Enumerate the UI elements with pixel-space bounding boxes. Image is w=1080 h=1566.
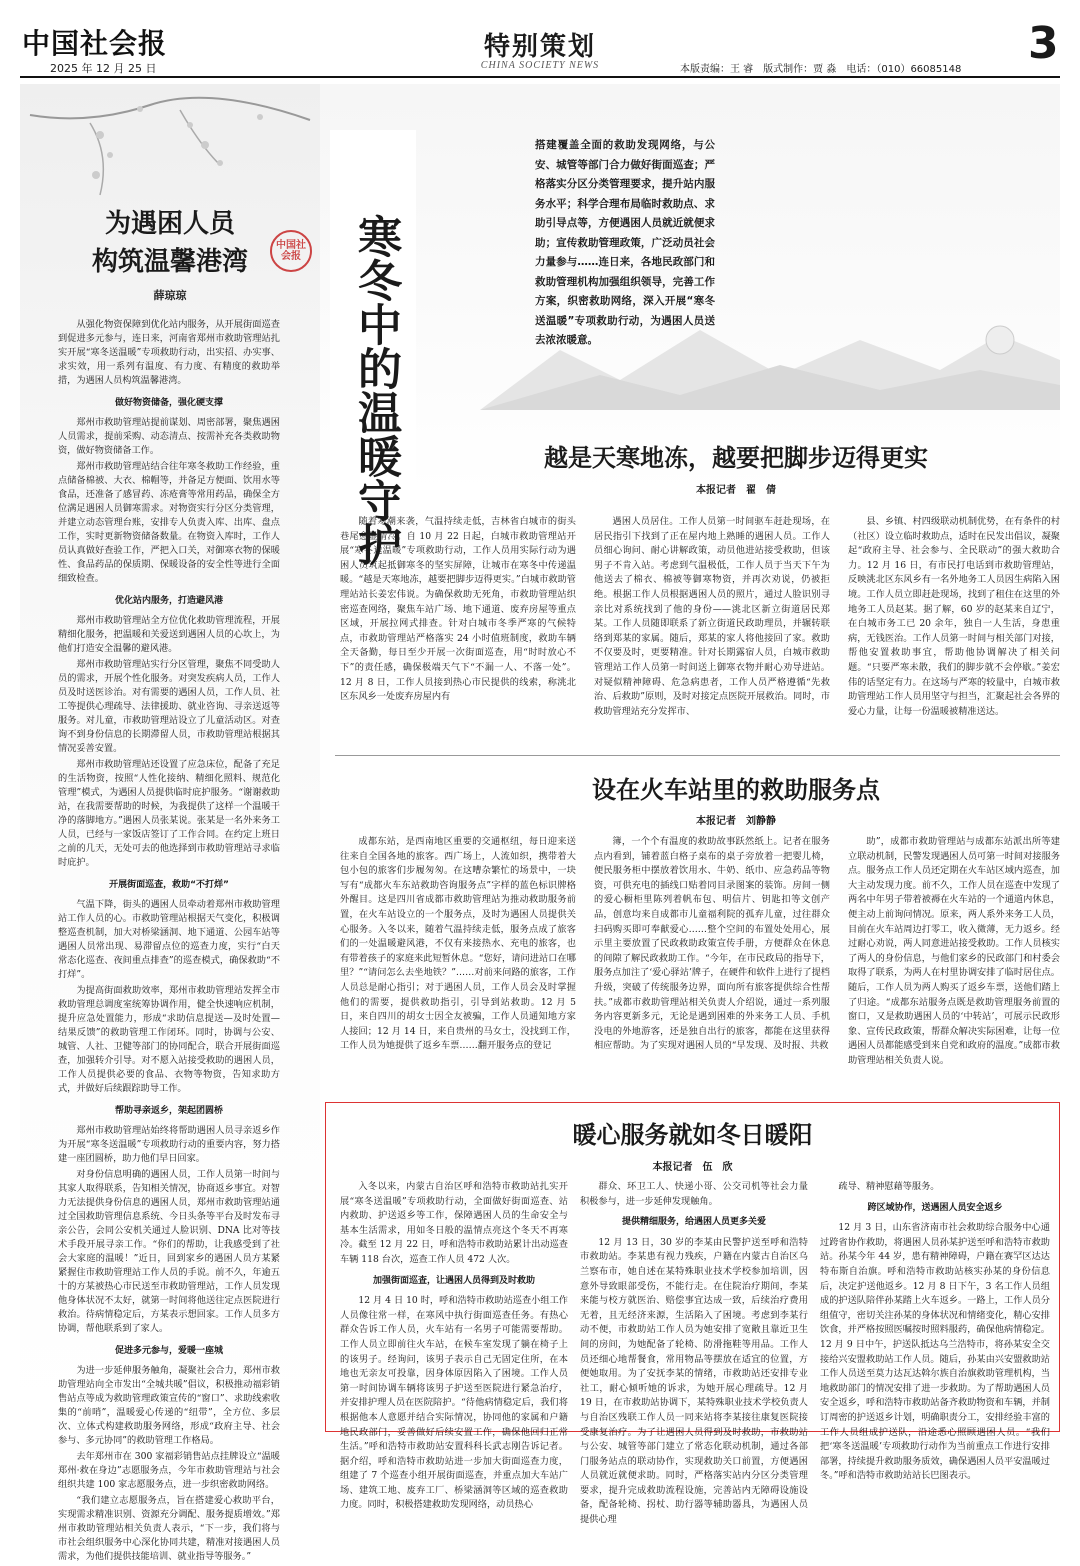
- divider: [335, 755, 1060, 756]
- paragraph: 疏导、精神慰藉等服务。: [838, 1181, 940, 1192]
- article2-byline: 本报记者 刘静静: [696, 816, 776, 827]
- issue-date: 2025 年 12 月 25 日: [50, 62, 157, 75]
- paragraph: 县、乡镇、村四级联动机制优势，在有条件的村（社区）设立临时救助点，适时在民发出倡议，凝聚起“政府主导、社会参与、全民联动”的强大救助合力。12 月 16 日，有市民打电话到市救助管理站，反映洮北区东风乡有一名外地务工人员因生病陷入困境。工作人员立即赶赴现场，找到了租住在这里的外地务工人员赵某。据了解，60 岁的赵某来自辽宁，在白城市务工已 20 余年，独自一人生活，身患重病，无钱医治。工作人员第一时间与相关部门对接，帮他安置救助事宜，帮助他协调解决了相关问题。“只要严寒未散，我们的脚步就不会停歇。”姜宏伟的话坚定有力。在这场与严寒的较量中，白城市救助管理站工作人员用坚守与担当，汇聚起社会各界的爱心力量，让每一份温暖被精准送达。: [848, 516, 1060, 717]
- section-title: 特别策划: [483, 32, 596, 62]
- article2-column-1: [340, 835, 576, 1090]
- feature-title: 寒冬中的温暖守护: [350, 214, 401, 566]
- article3-column-1: [340, 1180, 568, 1511]
- feature-lead: 搭建覆盖全面的救助发现网络，与公安、城管等部门合力做好街面巡查；严格落实分区分类管理要求，提升站内服务水平；科学合理布局临时救助点、求助引导点等，方便遇困人员就近就便求助；宣传救助管理政策，广泛动员社会力量参与……连日来，各地民政部门和救助管理机构加强组织领导，完善工作方案，织密救助网络，深入开展“寒冬送温暖”专项救助行动，为遇困人员送去浓浓暖意。: [535, 139, 715, 346]
- paragraph: 随着寒潮来袭，气温持续走低，吉林省白城市的街头巷尾愈显清冷。自 10 月 22 日起，白城市救助管理站开展“寒冬送温暖”专项救助行动，工作人员用实际行动为遇困人员筑起抵御寒冬的坚实屏障，让城市在寒冬中传递温暖。“越是天寒地冻，越要把脚步迈得更实。”白城市救助管理站站长姜宏伟说。为确保救助无死角，市救助管理站织密巡查网络，聚焦车站广场、地下通道、废弃房屋等重点区域，开展拉网式排查。针对白城市冬季严寒的气候特点，市救助管理站严格落实 24 小时值班制度，救助车辆全天备勤，每日至少开展一次街面巡查，用“时时放心不下”的责任感，确保极端天气下“不漏一人、不落一处”。12 月 8 日，工作人员接到热心市民提供的线索，称洮北区东风乡一处废弃房屋内有: [340, 516, 576, 703]
- paragraph: 为进一步延伸服务触角，凝聚社会合力，郑州市救助管理站向全市发出“全城共暖”倡议，积极推动福彩销售站点等成为救助管理政策宣传的“窗口”、求助线索收集的“前哨”，温暖爱心传递的“纽带”，全方位、多层次、立体式构建救助服务网络，形成“政府主导、社会参与、多元协同”的救助管理工作格局。: [58, 1365, 280, 1446]
- paragraph: 郑州市救助管理站提前谋划、周密部署，聚焦遇困人员需求，提前采购、动态清点、按需补充各类救助物资，做好物资储备工作。: [58, 417, 280, 456]
- article1-column-2: [594, 515, 830, 747]
- left-article-author: 薛琼琼: [153, 289, 187, 302]
- subheading: 优化站内服务，打造避风港: [114, 596, 223, 606]
- article3-column-2: [580, 1180, 808, 1526]
- article3-title: 暖心服务就如冬日暖阳: [572, 1120, 813, 1149]
- red-seal-icon: 中国社会报: [270, 230, 312, 272]
- paragraph: 对身份信息明确的遇困人员，工作人员第一时间与其家人取得联系，告知相关情况，协商返乡事宜。对智力无法提供身份信息的遇困人员，郑州市救助管理站通过全国救助管理信息系统、今日头条等平台及时发布寻亲公告，会同公安机关通过人脸识别、DNA 比对等技术手段开展寻亲工作。“你们的帮助，让我感受到了社会大家庭的温暖！”近日，回到家乡的遇困人员方某紧紧握住市救助管理站工作人员的手说。前不久，年逾五十的方某被热心市民送至市救助管理站，工作人员发现他身体状况不太好，就第一时间将他送往定点医院进行救治。待病情稳定后，方某表示想回家。工作人员多方协调，帮他联系到了家人。: [58, 1169, 280, 1334]
- paragraph: 郑州市救助管理站结合往年寒冬救助工作经验，重点储备棉被、大衣、棉帽等，并备足方便面、饮用水等食品，还准备了感冒药、冻疮膏等常用药品，确保全方位满足遇困人员御寒需求。对物资实行分区分类管理，并建立动态管理台账，安排专人负责入库、出库、盘点工作，实时更新物资储备数量。在物资入库时，工作人员认真做好查验工作，严把入口关，对御寒衣物的保暖性、食品药品的保质期、保暖设备的安全性等进行全面细致检查。: [58, 461, 280, 584]
- paragraph: 群众、环卫工人、快递小哥、公交司机等社会力量积极参与，进一步延伸发现触角。: [580, 1181, 808, 1207]
- paragraph: 成都东站，是西南地区重要的交通枢纽，每日迎来送往来自全国各地的旅客。西广场上，人流如织，携带着大包小包的旅客们步履匆匆。在这嘈杂繁忙的场景中，一块写有“成都火车东站救助咨询服务点”字样的蓝色标识牌格外醒目。这是四川省成都市救助管理站为推动救助服务前置，在火车站设立的一个服务点，及时为遇困人员提供关心服务。入冬以来，随着气温持续走低，服务点成了旅客们的一处温暖避风港，不仅有来接热水、充电的旅客，也有带着孩子的家庭来此短暂休息。“您好，请问进站口在哪里？”“请问怎么去坐地铁？”……对前来问路的旅客，工作人员总是耐心指引；对于遇困人员，工作人员会及时掌握他们的需要，提供救助指引，引导到站救助。12 月 5 日，来自四川的胡女士因全友被骗，工作人员通知地方家人接回；12 月 14 日，来自贵州的马女士，没找到工作，工作人员为她提供了返乡车票……翻开服务点的登记: [340, 836, 576, 1052]
- left-article-title-line2: 构筑温馨港湾: [91, 247, 248, 277]
- article3-column-3: [820, 1180, 1050, 1482]
- left-article-title-line1: 为遇困人员: [104, 209, 235, 239]
- paragraph: 为提高街面救助效率，郑州市救助管理站发挥全市救助管理总调度室统筹协调作用，健全快速响应机制，提升应急处置能力，形成“求助信息提送—及时处置—结果反馈”的救助管理工作闭环。同时，协调与公安、城管、人社、卫健等部门的协同配合，联合开展街面巡查，加强转介引导。对不愿入站接受救助的遇困人员，工作人员提供必要的食品、衣物等物资，告知求助方式，并做好后续跟踪助导工作。: [58, 985, 280, 1094]
- article2-column-3: [848, 835, 1060, 1090]
- subheading: 加强街面巡查，让遇困人员得到及时救助: [372, 1275, 535, 1286]
- page-credits: 本版责编：王 睿 版式制作：贾 淼 电话：（010）66085148: [680, 64, 962, 75]
- paragraph: 气温下降，街头的遇困人员牵动着郑州市救助管理站工作人员的心。市救助管理站根据天气变化，积极调整巡查机制，加大对桥梁涵洞、地下通道、公园车站等遇困人员常出现、易滞留点位的巡查力度，实行“白天常态化巡查、夜间重点排查”的巡查模式，确保救助“不打烊”。: [58, 899, 280, 980]
- article1-title: 越是天寒地冻，越要把脚步迈得更实: [544, 443, 928, 472]
- paragraph: 助”，成都市救助管理站与成都东站派出所等建立联动机制，民警发现遇困人员可第一时间对接服务点。服务点工作人员还定期在火车站区域内巡查，加大主动发现力度。前不久，工作人员在巡查中发现了两名中年男子带着被褥在火车站的一个通道内休息，便主动上前询问情况。原来，两人系外来务工人员，目前在火车站周边打零工，收入微薄，无力返乡。经过耐心劝说，两人同意进站接受救助。工作人员核实了两人的身份信息，与他们家乡的民政部门和村委会取得了联系，为两人在村里协调安排了临时居住点。随后，工作人员为两人购买了返乡车票，送他们踏上了归途。“成都东站服务点既是救助管理服务前置的窗口，又是救助遇困人员的‘中转站’，可展示民政形象、宣传民政政策，帮群众解决实际困难，让每一位遇困人员都能感受到来自党和政府的温度。”成都市救助管理站相关负责人说。: [848, 836, 1060, 1066]
- paragraph: 去年郑州市在 300 家福彩销售站点挂牌设立“温暖郑州·救在身边”志愿服务点，今年市救助管理站与社会组织共建 100 家志愿服务点，进一步织密救助网络。: [58, 1451, 280, 1490]
- paragraph: 郑州市救助管理站全方位优化救助管理流程，开展精细化服务，把温暖和关爱送到遇困人员的心坎上，为他们打造安全温馨的避风港。: [58, 615, 280, 654]
- subheading: 开展街面巡查，救助“不打烊”: [109, 880, 229, 890]
- plum-branch-illustration: [30, 95, 310, 205]
- page-number: 3: [1028, 18, 1059, 69]
- subheading: 提供精细服务，给遇困人员更多关爱: [621, 1217, 766, 1228]
- paragraph: 12 月 4 日 10 时，呼和浩特市救助站巡查小组工作人员像往常一样，在寒风中执行街面巡查任务。有热心群众告诉工作人员，火车站有一名男子可能需要帮助。工作人员立即前往火车站，在候车室发现了躺在椅子上的该男子。经询问，该男子表示自己无固定住所，在本地也无亲友可投靠，因身体原因陷入了困境。工作人员第一时间协调车辆将该男子护送至医院进行紧急治疗，并安排护理人员在医院陪护。“待他病情稳定后，我们将根据他本人意愿并结合实际情况，协同他的家属和户籍地民政部门，妥善做好后续安置工作，确保他回归正常生活。”呼和浩特市救助站安置科科长武志刚告诉记者。据介绍，呼和浩特市救助站进一步加大街面巡查力度，组建了 7 个巡查小组开展街面巡查，并重点加大车站广场、建筑工地、废弃工厂、桥梁涵洞等区域的巡查救助力度。同时，积极搭建救助发现网络，动员热心: [340, 1295, 568, 1511]
- paragraph: 12 月 13 日，30 岁的李某由民警护送至呼和浩特市救助站。李某患有视力残疾，户籍在内蒙古自治区乌兰察布市，她自述在某特殊职业技术学校参加培训，因意外导致眼部受伤，不能行走。在住院治疗期间，李某来能与校方就医治、赔偿事宜达成一致，后续治疗费用无着，且无经济来源，生活陷入了困境。考虑到李某行动不便，市救助站工作人员为她安排了宽敞且靠近卫生间的房间，为她配备了轮椅、防滑拖鞋等用品。工作人员还细心地帮餐食，常用物品等摆放在适宜的位置，方便她取用。为了安抚李某的情绪，市救助站还安排专业社工，耐心倾听她的诉求，为她开展心理疏导。12 月 19 日，在市救助站协调下，某特殊职业技术学校负责人与自治区残联工作人员一同来站将李某接往康复医院接受康复治疗。为了让遇困人员得到及时救助，市救助站与公安、城管等部门建立了常态化联动机制，通过各部门服务站点的联动协作，实现救助关口前置，方便遇困人员就近就便求助。同时，严格落实站内分区分类管理要求，提升完成救助流程设施，完善站内无障碍设施设备，配备轮椅、拐杖、助行器等辅助器具，为遇困人员提供心理: [580, 1236, 808, 1526]
- left-article-body: [58, 318, 280, 1566]
- subheading: 做好物资储备，强化硬支撑: [114, 398, 223, 408]
- left-article-title: [40, 205, 300, 281]
- paragraph: 从强化物资保障到优化站内服务，从开展街面巡查到促进多元参与，连日来，河南省郑州市救助管理站扎实开展“寒冬送温暖”专项救助行动，出实招、办实事、求实效，用一系列有温度、有力度、有精度的救助举措，为遇困人员构筑温馨港湾。: [58, 319, 280, 386]
- subheading: 帮助寻亲返乡，架起团圆桥: [114, 1106, 223, 1116]
- paragraph: “我们建立志愿服务点，旨在搭建爱心救助平台，实现需求精准识别、资源充分调配、服务提质增效。”郑州市救助管理站相关负责人表示，“下一步，我们将与市社会组织服务中心深化协同共建，精准对接遇困人员需求，为他们提供技能培训、就业指导等服务。”: [58, 1495, 280, 1562]
- article1-column-3: [848, 515, 1060, 747]
- article1-byline: 本报记者 翟 倩: [696, 485, 776, 496]
- subheading: 促进多元参与，爱暖一座城: [114, 1346, 223, 1356]
- masthead-rule: [20, 76, 1060, 78]
- article2-title: 设在火车站里的救助服务点: [592, 775, 880, 804]
- paragraph: 郑州市救助管理站实行分区管理，聚焦不同受助人员的需求，开展个性化服务。对突发疾病人员，工作人员及时送医诊治。对有需要的遇困人员，工作人员、社工等提供心理疏导、法律援助、就业咨询、寻亲送返等服务。对儿童，市救助管理站设立了儿童活动区。对查询不到身份信息的长期滞留人员，市救助管理站根据其情况妥善安置。: [58, 659, 280, 754]
- article3-byline: 本报记者 伍 欣: [652, 1162, 733, 1173]
- paragraph: 遇困人员居住。工作人员第一时间驱车赶赴现场，在居民指引下找到了正在屋内地上熟睡的遇困人员。工作人员细心询问、耐心讲解政策，动员他进站接受救助，但该男子不肯入站。考虑到气温极低，工作人员于当天下午为他送去了棉衣、棉被等御寒物资，并再次劝说，仍被拒绝。根据工作人员根据遇困人员的照片，通过人脸识别寻亲比对系统找到了他的身份——洮北区新立街道居民郑某。工作人员随即联系了新立街道民政助理员，并辗转联络到郑某的家属。随后，郑某的家人将他接回了家。救助不仅要及时，更要精准。针对长期露宿人员，白城市救助管理站工作人员第一时间送上御寒衣物并耐心劝导进站。对疑似精神障碍、危急病患者，工作人员严格遵循“先救治、后救助”原则，及时对接定点医院开展救治。同时，市救助管理站充分发挥市、: [594, 516, 830, 717]
- paragraph: 郑州市救助管理站还设置了应急床位，配备了充足的生活物资，按照“人性化接纳、精细化照料、规范化管理”模式，为遇困人员提供临时庇护服务。“谢谢救助站，在我需要帮助的时候，为我提供了这样一个温暖干净的落脚地方。”遇困人员张某说。张某是一名外来务工人员，已经与一家饭店签订了工作合同。在约定上班日之前的几天，无处可去的他选择到市救助管理站寻求临时庇护。: [58, 759, 280, 868]
- paragraph: 12 月 3 日，山东省济南市社会救助综合服务中心通过跨省协作救助，将遇困人员孙某护送至呼和浩特市救助站。孙某今年 44 岁，患有精神障碍，户籍在赛罕区达达特布斯自治旗。呼和浩特市救助站核实孙某的身份信息后，决定护送他返乡。12 月 8 日下午，3 名工作人员组成的护送队陪伴孙某踏上火车返乡。一路上，工作人员分组值守，密切关注孙某的身体状况和情绪变化，精心安排饮食，并严格按照医嘱按时照料服药，确保他病情稳定。12 月 9 日中午，护送队抵达乌兰浩特市，将孙某安全交接给兴安盟救助站工作人员。随后，孙某由兴安盟救助站工作人员送至莫力达瓦达斡尔族自治旗救助管理机构，当地救助部门的情况安排了进一步救助。为了帮助遇困人员安全返乡，呼和浩特市救助站备齐救助物资和车辆，并制订周密的护送返乡计划，明确职责分工，安排经验丰富的工作人员组成护送队，沿途悉心照顾遇困人员。“我们把‘寒冬送温暖’专项救助行动作为当前重点工作进行安排部署，持续提升救助服务质效，确保遇困人员平安温暖过冬。”呼和浩特市救助站站长巴图表示。: [820, 1222, 1050, 1482]
- section-subtitle: CHINA SOCIETY NEWS: [480, 60, 600, 71]
- article2-column-2: [594, 835, 830, 1090]
- paragraph: 入冬以来，内蒙古自治区呼和浩特市救助站扎实开展“寒冬送温暖”专项救助行动，全面做好街面巡查、站内救助、护送返乡等工作，保障遇困人员的生命安全与基本生活需求，用如冬日般的温情点亮这个冬天不再寒冷。截至 12 月 22 日，呼和浩特市救助站累计出动巡查车辆 118 台次，巡查工作人员 472 人次。: [340, 1181, 568, 1265]
- article1-column-1: [340, 515, 576, 747]
- newspaper-brand: 中国社会报: [22, 27, 168, 60]
- paragraph: 簿，一个个有温度的救助故事跃然纸上。记者在服务点内看到，铺着蓝白格子桌布的桌子旁放着一把婴儿椅，便民服务柜中摆放着饮用水、牛奶、纸巾、应急药品等物资，可供充电的插线口贴着同目录图案的装饰。房间一侧的爱心橱柜里陈列着帆布包、明信片、钥匙扣等文创产品，创意均来自成都市儿童福利院的孤弃儿童，过往群众扫码购买即可奉献爱心……整个空间的布置处处用心，展示里主要放置了民政救助政策宣传手册，方便群众在休息的间隙了解民政救助工作。“今年，在市民政局的指导下，服务点加注了‘爱心驿站’牌子，在硬件和软件上进行了提档升级，突破了传统服务边界，面向所有旅客提供综合性帮扶。”成都市救助管理站相关负责人介绍说，通过一系列服务内容更新多元，无论是遇到困难的外来务工人员、手机没电的外地游客，还是独自出行的旅客，都能在这里获得相应帮助。为了实现对遇困人员的“早发现、及时报、共救: [594, 836, 830, 1052]
- subheading: 跨区域协作，送遇困人员安全返乡: [867, 1202, 1003, 1213]
- paragraph: 郑州市救助管理站始终将帮助遇困人员寻亲返乡作为开展“寒冬送温暖”专项救助行动的重要内容，努力搭建一座团圆桥，助力他们早日回家。: [58, 1125, 280, 1164]
